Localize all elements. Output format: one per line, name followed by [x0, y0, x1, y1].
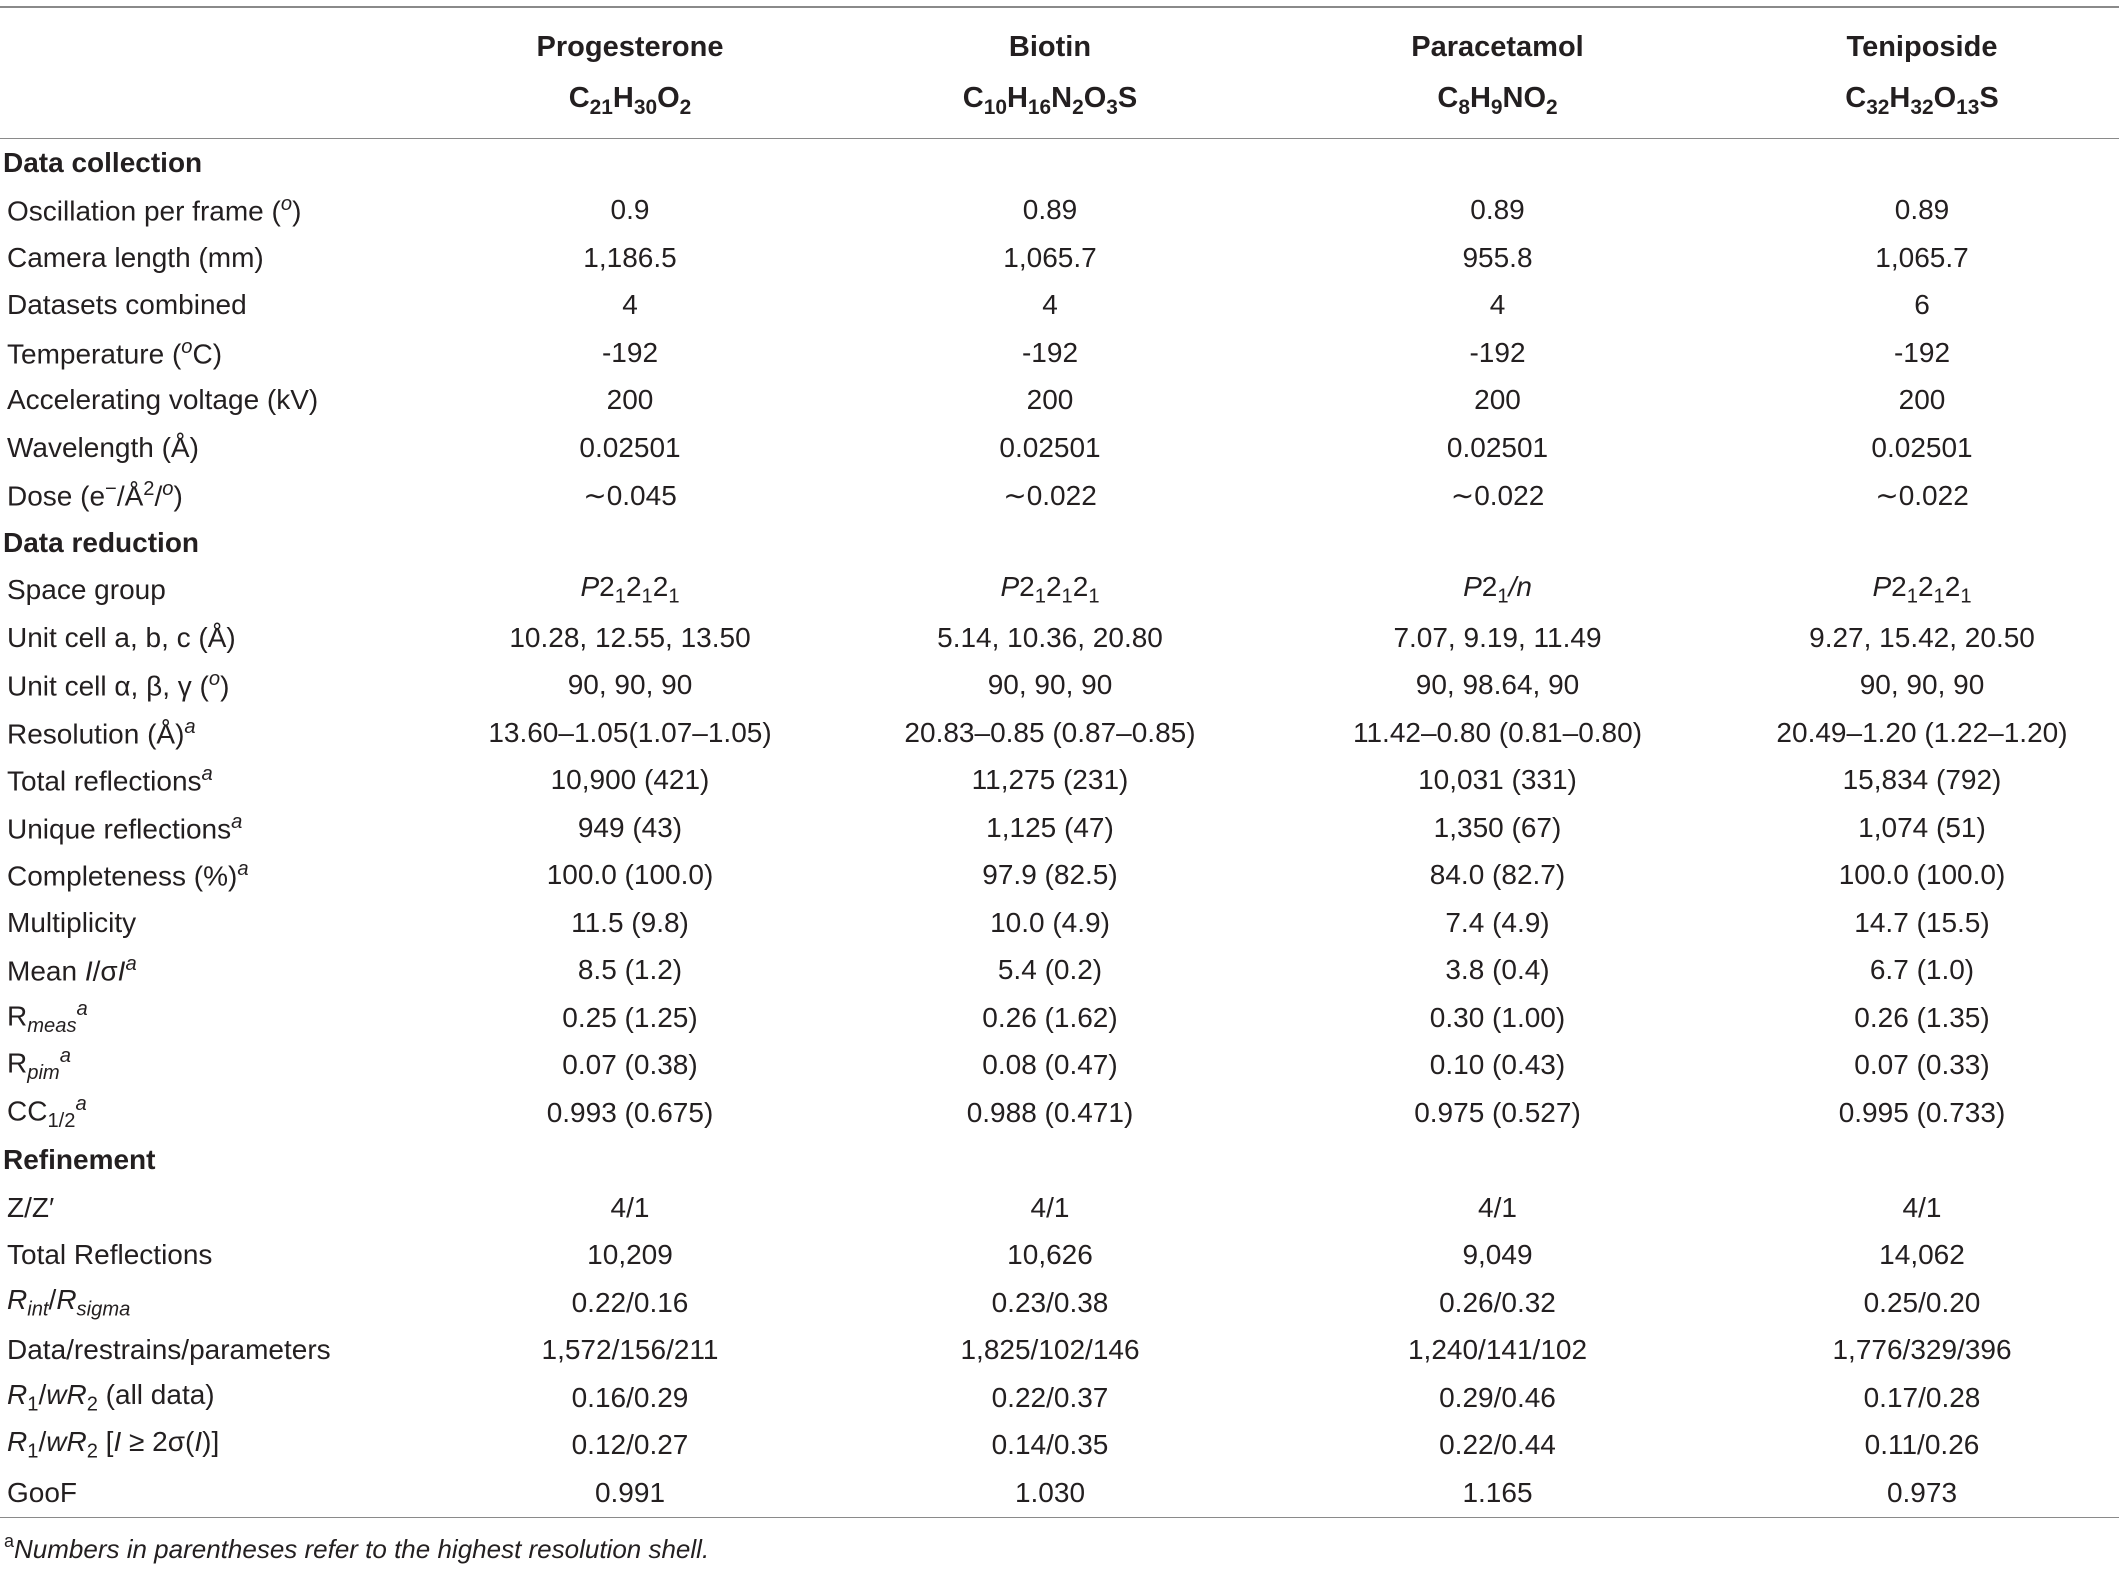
table-cell: 14.7 (15.5)	[1854, 906, 1990, 938]
table-row	[0, 757, 2119, 805]
table-cell: -192	[1893, 336, 1951, 368]
table-cell: 7.07, 9.19, 11.49	[1393, 621, 1602, 653]
table-cell: 0.991	[430, 1469, 830, 1517]
section-label: Data reduction	[3, 526, 200, 558]
table-cell: 6.7 (1.0)	[1869, 954, 1975, 986]
table-row	[0, 1469, 2119, 1517]
table-cell: 4	[1489, 289, 1506, 321]
table-cell: 0.10 (0.43)	[1429, 1049, 1566, 1081]
table-cell: 3.8 (0.4)	[1445, 954, 1550, 986]
table-row	[0, 377, 2119, 425]
table-cell: $P2_12_12_1$	[1000, 571, 1100, 609]
table-cell: 11.42–0.80 (0.81–0.80)	[1352, 716, 1643, 748]
row-label: $R_{meas}^a$	[7, 997, 88, 1037]
table-cell: 0.02501	[579, 431, 681, 463]
row-label: Unit cell a, b, c (Å)	[7, 621, 236, 653]
table-cell: -192	[601, 336, 659, 368]
section-heading-reduction	[0, 519, 2119, 567]
table-cell: 10,031 (331)	[1418, 764, 1577, 796]
header-row-names	[0, 8, 2119, 76]
table-row	[0, 1279, 2119, 1327]
table-cell: 949 (43)	[577, 811, 683, 843]
table-row	[0, 1422, 2119, 1470]
row-label: Z/Z′	[7, 1191, 55, 1223]
row-label: Space group	[7, 574, 166, 606]
table-cell: 0.07 (0.38)	[562, 1049, 698, 1081]
row-label: Unique reflections$^a$	[7, 810, 243, 844]
table-cell: 0.26/0.32	[1439, 1286, 1556, 1318]
table-cell: 0.22/0.37	[991, 1381, 1109, 1413]
row-label: Completeness (%)$^a$	[7, 858, 249, 892]
table-footnote	[4, 1531, 710, 1565]
table-cell: 90, 98.64, 90	[1415, 669, 1580, 701]
table-cell: 100.0 (100.0)	[546, 859, 714, 891]
row-label: Total reflections$^a$	[7, 763, 213, 797]
table-cell: 11.5 (9.8)	[571, 906, 689, 938]
row-label: $R_1/wR_2$ [I ≥ 2σ(I)]	[7, 1426, 220, 1464]
row-label: $R_1/wR_2$ (all data)	[7, 1378, 215, 1416]
table-cell: ∼0.022	[1450, 479, 1545, 511]
table-cell: 1,776/329/396	[1832, 1334, 2012, 1366]
row-label: Oscillation per frame ($^o$)	[7, 193, 302, 227]
table-cell: 200	[1026, 384, 1074, 416]
table-cell: 13.60–1.05(1.07–1.05)	[488, 716, 772, 748]
table-cell: 1,825/102/146	[960, 1334, 1140, 1366]
row-label: Wavelength (Å)	[7, 431, 199, 463]
table-cell: -192	[1021, 336, 1079, 368]
table-cell: 0.26 (1.35)	[1854, 1001, 1990, 1033]
column-header: Progesterone	[536, 30, 724, 63]
table-cell: 0.17/0.28	[1863, 1381, 1981, 1413]
table-cell: 100.0 (100.0)	[1838, 859, 2006, 891]
section-label: Refinement	[3, 1144, 156, 1176]
table-row	[0, 1089, 2119, 1137]
header-corner	[0, 76, 430, 139]
table-cell: -192	[1469, 336, 1526, 368]
table-row	[0, 1374, 2119, 1422]
table-cell: 10,900 (421)	[550, 764, 710, 796]
table-cell: 90, 90, 90	[987, 669, 1113, 701]
table-row	[0, 567, 2119, 615]
table-cell: 20.49–1.20 (1.22–1.20)	[1776, 716, 2068, 748]
table-cell: 0.02501	[1871, 431, 1973, 463]
row-label: Resolution (Å)$^a$	[7, 715, 196, 749]
table-cell: 0.14/0.35	[991, 1429, 1109, 1461]
table-row	[0, 709, 2119, 757]
table-row	[0, 852, 2119, 900]
table-cell: 97.9 (82.5)	[982, 859, 1118, 891]
table-cell: 0.89	[1894, 194, 1950, 226]
table-cell: $P2_12_12_1$	[1872, 571, 1972, 609]
column-header: Biotin	[1008, 30, 1092, 63]
row-label: Mean $I/\sigma I^a$	[7, 953, 137, 987]
formula-cell: $C_{10}H_{16}N_2O_3S$	[830, 76, 1270, 139]
table-cell: 1,240/141/102	[1407, 1334, 1588, 1366]
table-cell: 0.07 (0.33)	[1854, 1049, 1990, 1081]
table-row	[0, 1184, 2119, 1232]
table-row	[0, 662, 2119, 710]
table-cell: 84.0 (82.7)	[1429, 859, 1566, 891]
table-cell: 200	[1898, 384, 1946, 416]
column-header: Paracetamol	[1411, 30, 1584, 63]
table-cell: 4/1	[1902, 1191, 1942, 1223]
table-cell: 4	[1042, 289, 1058, 321]
section-heading-refinement	[0, 1137, 2119, 1185]
table-cell: 7.4 (4.9)	[1445, 906, 1550, 938]
table-row	[0, 899, 2119, 947]
table-row	[0, 187, 2119, 235]
table-cell: 10.0 (4.9)	[990, 906, 1110, 938]
table-cell: 0.08 (0.47)	[982, 1049, 1118, 1081]
table-row	[0, 1232, 2119, 1280]
table-cell: 0.25/0.20	[1863, 1286, 1981, 1318]
table-row	[0, 1327, 2119, 1375]
table-cell: 1,572/156/211	[541, 1334, 719, 1366]
row-label: $CC_{1/2}^a$	[7, 1092, 87, 1132]
row-label: GooF	[0, 1469, 430, 1517]
table-cell: 0.89	[1470, 194, 1525, 226]
table-cell: $P2_1/n$	[1463, 571, 1532, 609]
table-cell: 15,834 (792)	[1842, 764, 2002, 796]
footnote-text: Numbers in parentheses refer to the highest resolution shell.	[14, 1534, 710, 1564]
table-cell: 1,125 (47)	[986, 811, 1114, 843]
table-cell: 0.89	[1022, 194, 1078, 226]
table-cell: 0.11/0.26	[1864, 1429, 1980, 1461]
table-row	[0, 947, 2119, 995]
table-cell: 0.22/0.16	[571, 1286, 689, 1318]
header-corner	[0, 8, 430, 76]
table-cell: 0.30 (1.00)	[1429, 1001, 1566, 1033]
table-row	[0, 424, 2119, 472]
table-cell: 11,275 (231)	[971, 764, 1129, 796]
column-header: Teniposide	[1846, 30, 1998, 63]
table-cell: 1,350 (67)	[1433, 811, 1562, 843]
table-cell: 8.5 (1.2)	[577, 954, 683, 986]
row-label: Data/restrains/parameters	[7, 1334, 331, 1366]
table-cell: ∼0.045	[583, 479, 677, 511]
table-cell: 0.22/0.44	[1439, 1429, 1556, 1461]
table-cell: 10,626	[1007, 1239, 1093, 1271]
formula-cell: $C_{21}H_{30}O_2$	[430, 76, 830, 139]
table-cell: 90, 90, 90	[567, 669, 693, 701]
table-cell: 0.02501	[1446, 431, 1549, 463]
table-cell: 0.02501	[999, 431, 1101, 463]
table-cell: 5.4 (0.2)	[997, 954, 1103, 986]
section-heading-collection	[0, 139, 2119, 187]
table-cell: 10,209	[587, 1239, 673, 1271]
table-cell: 10.28, 12.55, 13.50	[509, 621, 751, 653]
table-cell: 9,049	[1462, 1239, 1533, 1271]
table-cell: 0.16/0.29	[571, 1381, 689, 1413]
table-row	[0, 614, 2119, 662]
row-label: $R_{int}/R_{sigma}$	[7, 1283, 131, 1321]
table-cell: 90, 90, 90	[1859, 669, 1985, 701]
table-row	[0, 472, 2119, 520]
table-cell: 1,065.7	[1875, 241, 1969, 273]
table-cell: 0.973	[1725, 1469, 2119, 1517]
table-cell: $P2_12_12_1$	[580, 571, 680, 609]
section-label: Data collection	[3, 146, 203, 178]
table-cell: 200	[606, 384, 654, 416]
header-row-formulas	[0, 76, 2119, 139]
table-cell: 4/1	[1030, 1191, 1070, 1223]
table-row	[0, 1042, 2119, 1090]
table-cell: 955.8	[1462, 241, 1533, 273]
row-label: Dose $(e^-/Å^2/^o)$	[7, 478, 183, 512]
table-cell: 1.030	[830, 1469, 1270, 1517]
table-cell: 0.29/0.46	[1439, 1381, 1556, 1413]
table-row	[0, 329, 2119, 377]
table-cell: 0.12/0.27	[571, 1429, 689, 1461]
row-label: Accelerating voltage (kV)	[7, 384, 319, 416]
table-cell: 4	[622, 289, 638, 321]
table-cell: 0.9	[610, 194, 650, 226]
table-cell: 5.14, 10.36, 20.80	[937, 621, 1163, 653]
crystallography-table	[0, 6, 2119, 1518]
table-cell: 9.27, 15.42, 20.50	[1809, 621, 2035, 653]
formula-cell: $C_8H_9NO_2$	[1270, 76, 1725, 139]
row-label: Total Reflections	[7, 1239, 213, 1271]
table-cell: 4/1	[610, 1191, 650, 1223]
row-label: Camera length (mm)	[7, 241, 264, 273]
table-cell: 0.23/0.38	[991, 1286, 1109, 1318]
table-cell: 1.165	[1270, 1469, 1725, 1517]
table-row	[0, 804, 2119, 852]
table-row	[0, 994, 2119, 1042]
table-cell: 6	[1914, 289, 1930, 321]
table-cell: ∼0.022	[1875, 479, 1969, 511]
table-cell: 0.988 (0.471)	[966, 1096, 1134, 1128]
table-cell: 4/1	[1478, 1191, 1517, 1223]
row-label: Multiplicity	[7, 906, 137, 938]
table-cell: ∼0.022	[1003, 479, 1097, 511]
table-cell: 0.975 (0.527)	[1414, 1096, 1581, 1128]
table-cell: 20.83–0.85 (0.87–0.85)	[904, 716, 1196, 748]
table-cell: 1,065.7	[1003, 241, 1097, 273]
table-cell: 0.995 (0.733)	[1838, 1096, 2006, 1128]
table-cell: 0.26 (1.62)	[982, 1001, 1118, 1033]
table-cell: 0.993 (0.675)	[546, 1096, 714, 1128]
row-label: Unit cell α, β, γ ($^o$)	[7, 668, 230, 702]
table-row	[0, 234, 2119, 282]
row-label: Datasets combined	[7, 289, 247, 321]
table-cell: 0.25 (1.25)	[562, 1001, 698, 1033]
footnote-mark: a	[4, 1531, 15, 1551]
table-cell: 14,062	[1879, 1239, 1965, 1271]
table-row	[0, 282, 2119, 330]
row-label: $R_{pim}^a$	[7, 1045, 71, 1085]
formula-cell: $C_{32}H_{32}O_{13}S$	[1725, 76, 2119, 139]
table-cell: 1,074 (51)	[1858, 811, 1986, 843]
table-cell: 200	[1474, 384, 1521, 416]
row-label: Temperature ($^o$C)	[7, 335, 223, 369]
table-cell: 1,186.5	[583, 241, 677, 273]
